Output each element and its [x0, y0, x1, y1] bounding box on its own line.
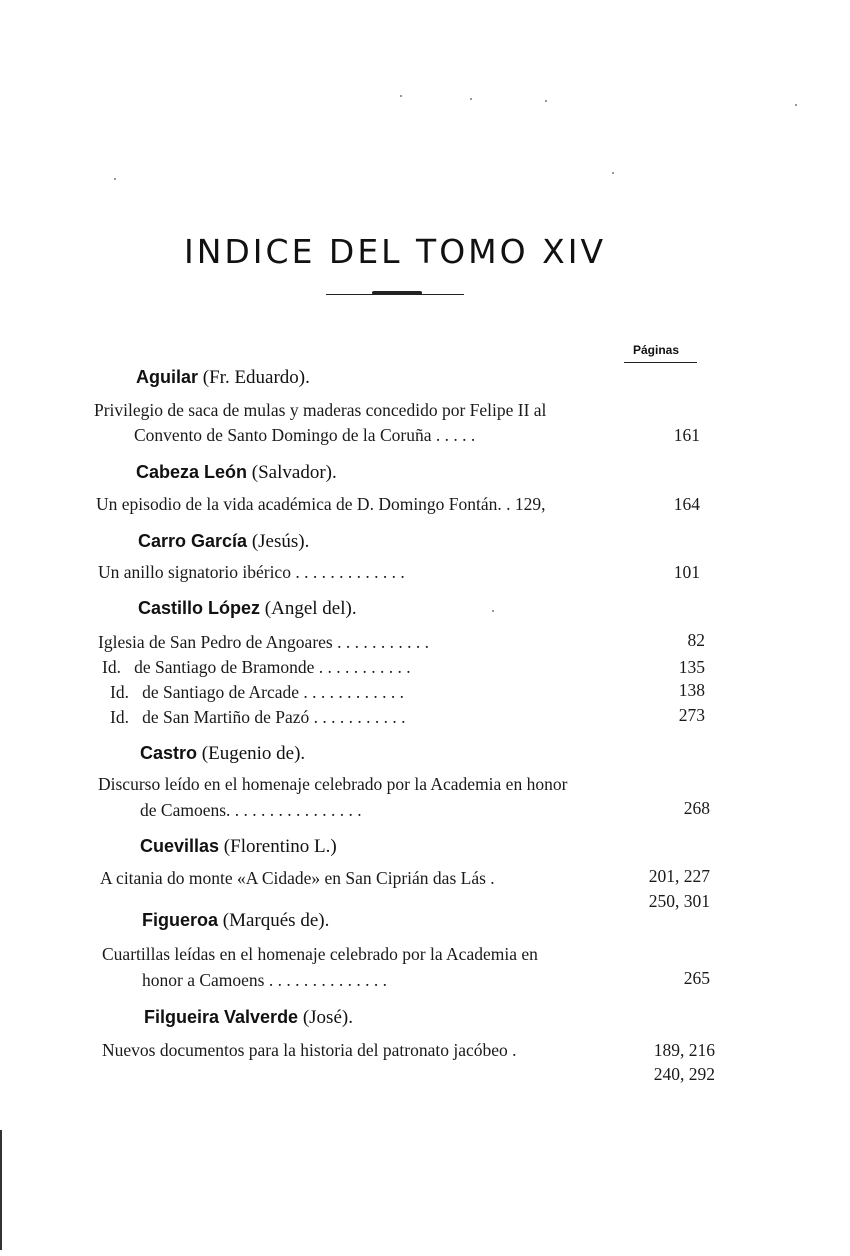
author-name: Aguilar — [136, 367, 199, 387]
entry-pages: 250, 301 — [648, 891, 710, 911]
author-heading — [140, 743, 305, 765]
entry-pages: 273 — [678, 705, 705, 725]
entry-title-line: Iglesia de San Pedro de Angoares . . . . . . . . . . . — [98, 632, 429, 652]
author-given-name: (Eugenio de). — [197, 743, 306, 764]
entry-title-line: Nuevos documentos para la historia del patronato jacóbeo . — [102, 1040, 517, 1060]
entry-title-line: Cuartillas leídas en el homenaje celebrado por la Academia en — [102, 944, 538, 964]
entry-pages: 138 — [678, 680, 705, 700]
author-name: Castro — [140, 743, 198, 763]
author-given-name: (Fr. Eduardo). — [198, 367, 310, 388]
entry-title-line: Un episodio de la vida académica de D. Domingo Fontán. . 129, — [96, 494, 546, 514]
entry-pages: 189, 216 — [653, 1040, 715, 1060]
scan-speck — [470, 98, 472, 100]
author-heading — [142, 910, 329, 932]
author-heading — [138, 531, 309, 553]
author-heading — [140, 836, 337, 858]
author-given-name: (Jesús). — [247, 531, 310, 552]
scan-speck — [492, 610, 494, 612]
entry-pages: 161 — [673, 425, 700, 445]
title-ornament-mark — [372, 291, 422, 295]
author-heading — [138, 598, 357, 620]
page-title: INDICE DEL TOMO XIV — [183, 232, 607, 271]
entry-title-line: Id. de Santiago de Bramonde . . . . . . . . . . . — [102, 657, 411, 677]
entry-title-line: Privilegio de saca de mulas y maderas concedido por Felipe II al — [94, 400, 547, 420]
entry-pages: 201, 227 — [648, 866, 710, 886]
entry-title-line: de Camoens. . . . . . . . . . . . . . . . — [140, 800, 362, 820]
author-given-name: (Florentino L.) — [219, 836, 337, 857]
scan-speck — [400, 95, 402, 97]
author-given-name: (José). — [298, 1007, 353, 1028]
entry-title-line: Convento de Santo Domingo de la Coruña . . . . . — [134, 425, 476, 445]
author-name: Castillo López — [138, 598, 261, 618]
author-name: Cabeza León — [136, 462, 248, 482]
scan-speck — [545, 100, 547, 102]
entry-title-line: Id. de Santiago de Arcade . . . . . . . . . . . . — [110, 682, 405, 702]
author-heading — [136, 462, 337, 484]
entry-pages: 82 — [687, 630, 705, 650]
entry-title-line: A citania do monte «A Cidade» en San Ciprián das Lás . — [100, 868, 495, 888]
entry-pages: 265 — [683, 968, 710, 988]
entry-pages: 268 — [683, 798, 710, 818]
entry-title-line: Un anillo signatorio ibérico . . . . . . . . . . . . . — [98, 562, 405, 582]
author-name: Cuevillas — [140, 836, 220, 856]
entry-pages: 164 — [673, 494, 700, 514]
entry-title-line: Id. de San Martiño de Pazó . . . . . . . . . . . — [110, 707, 406, 727]
author-heading — [144, 1007, 353, 1029]
scan-margin-edge — [0, 1130, 2, 1250]
author-heading — [136, 367, 310, 389]
author-given-name: (Marqués de). — [218, 910, 330, 931]
author-name: Filgueira Valverde — [144, 1007, 299, 1027]
scan-speck — [795, 104, 797, 106]
scan-speck — [612, 172, 614, 174]
author-name: Figueroa — [142, 910, 219, 930]
pages-column-header: Páginas — [633, 343, 680, 357]
pages-column-rule — [624, 362, 697, 363]
entry-title-line: Discurso leído en el homenaje celebrado por la Academia en honor — [98, 774, 568, 794]
entry-title-line: honor a Camoens . . . . . . . . . . . . . . — [142, 970, 387, 990]
entry-pages: 135 — [678, 657, 705, 677]
author-given-name: (Angel del). — [260, 598, 357, 619]
author-name: Carro García — [138, 531, 248, 551]
entry-pages: 240, 292 — [653, 1064, 715, 1084]
entry-pages: 101 — [673, 562, 700, 582]
scan-speck — [114, 178, 116, 180]
author-given-name: (Salvador). — [247, 462, 337, 483]
